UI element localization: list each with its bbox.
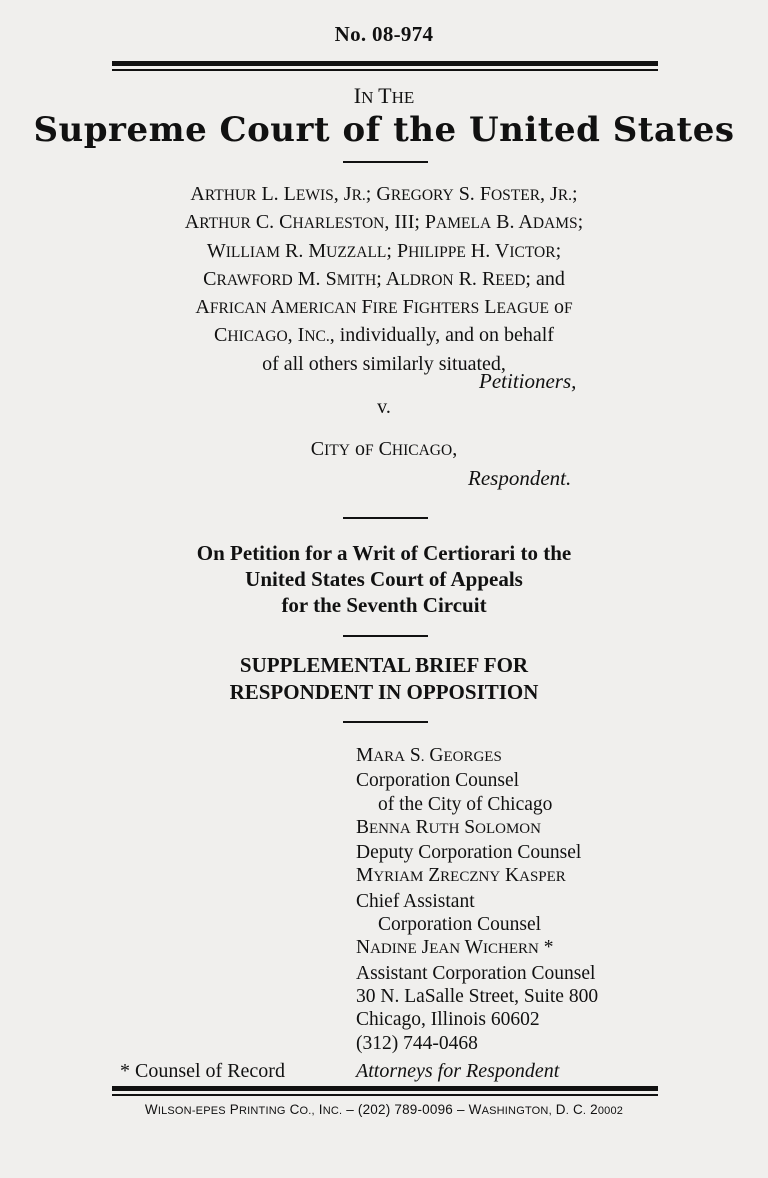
versus: v. <box>377 396 391 418</box>
party-name: FOSTER <box>479 183 541 205</box>
party-name: PAMELA <box>424 211 492 234</box>
counsel-detail: 30 N. LaSalle Street, Suite 800 <box>356 985 599 1007</box>
party-name: ALDRON <box>385 267 454 290</box>
petition-heading-line: United States Court of Appeals <box>245 567 523 591</box>
divider-rule-3 <box>343 635 428 637</box>
counsel-detail: Corporation Counsel <box>378 914 542 936</box>
top-thick-rule <box>112 61 658 66</box>
counsel-name: MARA S. GEORGES <box>356 745 502 766</box>
top-thin-rule <box>112 69 658 71</box>
counsel-detail: Assistant Corporation Counsel <box>356 962 596 984</box>
party-name: WILLIAM <box>206 239 280 262</box>
party-name: ARTHUR <box>190 183 257 205</box>
party-name: AFRICAN AMERICAN FIRE FIGHTERS LEAGUE oF <box>195 296 573 319</box>
brief-title-line: SUPPLEMENTAL BRIEF FOR <box>239 653 529 677</box>
bottom-thick-rule <box>112 1086 658 1091</box>
petitioners-label: Petitioners, <box>479 369 577 393</box>
party-name: SMITH <box>325 267 377 290</box>
attorneys-label: Attorneys for Respondent <box>356 1060 560 1082</box>
party-name: LEWIS <box>283 183 334 205</box>
divider-rule-2 <box>343 517 428 519</box>
brief-title <box>0 652 768 706</box>
court-intro: IN THE <box>353 83 415 108</box>
party-name: INC. <box>297 324 330 347</box>
divider-rule-1 <box>343 161 428 163</box>
petition-heading <box>0 540 768 618</box>
counsel-detail: of the City of Chicago <box>378 793 553 815</box>
counsel-name: BENNA RUTH SOLOMON <box>356 816 541 838</box>
counsel-name: MYRIAM ZRECZNY KASPER <box>356 865 566 887</box>
counsel-detail: Deputy Corporation Counsel <box>356 842 582 864</box>
court-name: Supreme Court of the United States <box>33 110 735 150</box>
printer-name: WASHINGTON, D. C. 20002 <box>468 1102 624 1117</box>
petition-heading-line: for the Seventh Circuit <box>281 593 487 617</box>
party-name: MUZZALL <box>308 239 387 262</box>
bottom-thin-rule <box>112 1094 658 1096</box>
counsel-name: NADINE JEAN WICHERN * <box>356 937 554 959</box>
petition-heading-line: On Petition for a Writ of Certiorari to the <box>196 541 572 565</box>
divider-rule-4 <box>343 721 428 723</box>
counsel-detail: Chief Assistant <box>356 890 475 912</box>
party-name: JR. <box>550 183 573 205</box>
counsel-detail: Chicago, Illinois 60602 <box>356 1009 540 1031</box>
party-line: CRAWFORD M. SMITH; ALDRON R. REED; and <box>203 267 565 290</box>
party-name: ADAMS <box>518 211 578 234</box>
respondent-label: Respondent. <box>468 466 572 490</box>
party-name: REED <box>481 267 526 290</box>
party-name: ARTHUR <box>184 211 251 234</box>
party-line: CHICAGO, INC., individually, and on behalf <box>214 324 554 347</box>
counsel-of-record-note: * Counsel of Record <box>120 1060 285 1082</box>
counsel-block <box>356 744 598 1055</box>
party-name: CHARLESTON <box>279 211 385 234</box>
party-name: CHICAGO <box>214 324 288 347</box>
respondent-name: CITY oF CHICAGO, <box>310 438 458 460</box>
counsel-detail: Corporation Counsel <box>356 770 520 792</box>
party-name: VICTOR <box>494 239 556 262</box>
party-name: CRAWFORD <box>203 267 293 290</box>
party-line: of all others similarly situated, <box>262 352 506 375</box>
party-name: GREGORY <box>376 183 454 205</box>
party-name: JR. <box>343 183 366 205</box>
brief-title-line: RESPONDENT IN OPPOSITION <box>229 680 539 704</box>
party-line: ARTHUR L. LEWIS, JR.; GREGORY S. FOSTER, JR.; <box>190 183 578 205</box>
party-line <box>0 294 768 322</box>
counsel-detail: (312) 744-0468 <box>356 1032 478 1054</box>
printer-name: WILSON-EPES PRINTING CO., INC. <box>144 1102 343 1117</box>
party-name: PHILIPPE <box>396 239 466 262</box>
party-line: WILLIAM R. MUZZALL; PHILIPPE H. VICTOR; <box>206 239 562 262</box>
printer-line: WILSON-EPES PRINTING CO., INC. – (202) 789-0096 – WASHINGTON, D. C. 20002 <box>144 1102 624 1117</box>
party-line: ARTHUR C. CHARLESTON, III; PAMELA B. ADAMS; <box>184 211 584 234</box>
parties-block <box>0 181 768 377</box>
docket-number: No. 08-974 <box>334 22 434 46</box>
